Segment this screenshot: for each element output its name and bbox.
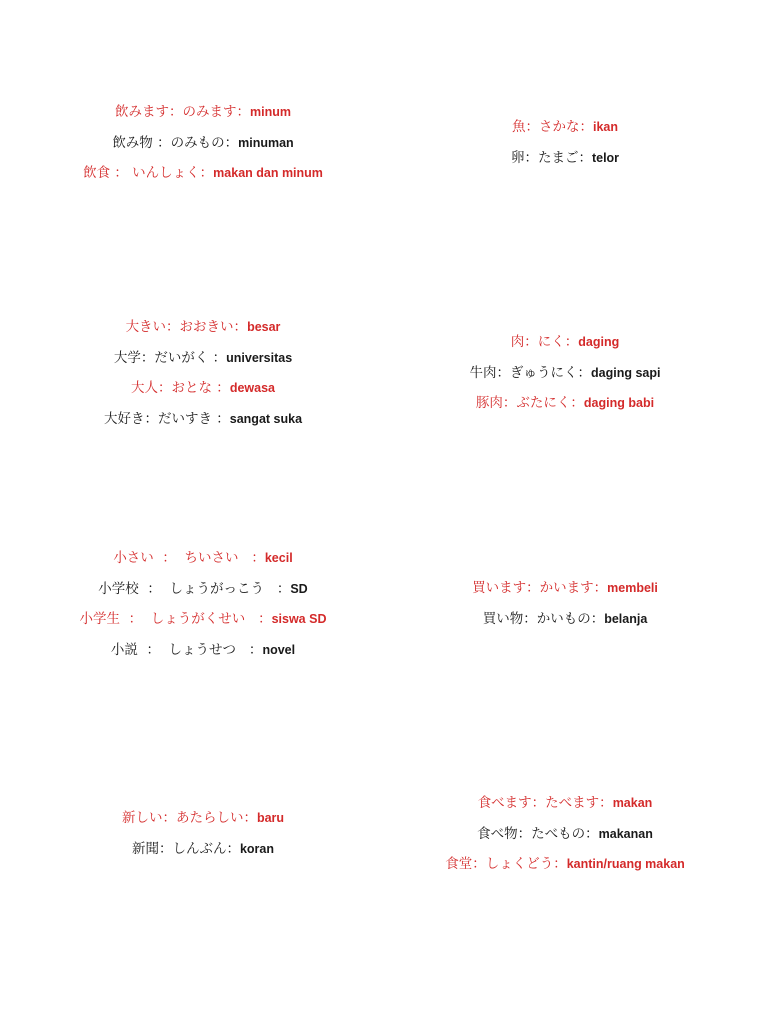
vocab-word-reading: 小学校 ： しょうがっこう ： bbox=[98, 580, 291, 597]
vocab-word-reading: 小学生 ： しょうがくせい ： bbox=[79, 611, 272, 627]
vocab-word-reading: 食堂：しょくどう： bbox=[445, 856, 567, 872]
vocab-word-reading: 飲食 ： いんしょく： bbox=[83, 165, 214, 181]
vocab-word-reading: 小説 ： しょうせつ ： bbox=[110, 641, 263, 658]
vocab-word-reading: 買います：かいます： bbox=[472, 580, 608, 596]
vocab-word-reading: 食べます：たべます： bbox=[477, 795, 613, 811]
vocab-line bbox=[400, 573, 730, 604]
vocab-meaning: makan bbox=[612, 796, 653, 810]
vocab-meaning: makanan bbox=[598, 826, 653, 841]
vocab-card-sakana bbox=[400, 112, 730, 173]
vocab-line bbox=[400, 788, 730, 819]
vocab-line bbox=[38, 312, 368, 343]
vocab-word-reading: 新しい：あたらしい： bbox=[121, 810, 257, 826]
vocab-meaning: daging bbox=[578, 335, 620, 349]
vocab-meaning: ikan bbox=[592, 120, 618, 134]
vocab-line bbox=[38, 158, 368, 189]
vocab-line bbox=[400, 604, 730, 635]
vocab-meaning: siswa SD bbox=[271, 612, 327, 626]
vocab-meaning: besar bbox=[247, 320, 281, 334]
vocab-line bbox=[38, 343, 368, 374]
vocab-line bbox=[400, 819, 730, 850]
vocab-card-taberu bbox=[400, 788, 730, 880]
vocab-line bbox=[38, 834, 368, 865]
vocab-word-reading: 肉：にく： bbox=[510, 334, 579, 350]
vocab-meaning: daging sapi bbox=[591, 365, 661, 380]
vocab-word-reading: 牛肉：ぎゅうにく： bbox=[469, 364, 592, 381]
vocab-line bbox=[38, 635, 368, 666]
vocab-line bbox=[38, 574, 368, 605]
vocab-meaning: koran bbox=[239, 841, 275, 856]
vocab-meaning: minuman bbox=[238, 135, 294, 150]
vocab-meaning: novel bbox=[262, 642, 296, 657]
vocab-word-reading: 飲みます：のみます： bbox=[115, 104, 250, 120]
vocab-line bbox=[400, 849, 730, 880]
vocab-card-kau bbox=[400, 573, 730, 634]
vocab-line bbox=[400, 358, 730, 389]
vocab-line bbox=[400, 112, 730, 143]
vocab-line bbox=[38, 373, 368, 404]
vocab-meaning: dewasa bbox=[229, 381, 275, 395]
vocab-word-reading: 大好き：だいすき ： bbox=[103, 410, 230, 427]
vocab-meaning: baru bbox=[256, 811, 285, 825]
vocab-line bbox=[38, 404, 368, 435]
vocab-word-reading: 豚肉：ぶたにく： bbox=[475, 395, 584, 411]
vocab-meaning: membeli bbox=[607, 581, 658, 595]
vocab-meaning: kantin/ruang makan bbox=[566, 857, 685, 871]
vocab-word-reading: 飲み物 ：のみもの： bbox=[112, 134, 239, 151]
vocab-word-reading: 大人：おとな ： bbox=[131, 380, 230, 396]
vocab-meaning: belanja bbox=[604, 611, 648, 626]
vocab-word-reading: 新聞：しんぶん： bbox=[131, 840, 240, 857]
vocab-word-reading: 大きい：おおきい： bbox=[125, 319, 248, 335]
vocab-word-reading: 卵：たまご： bbox=[510, 149, 592, 166]
vocab-line bbox=[400, 388, 730, 419]
vocab-meaning: SD bbox=[290, 581, 308, 596]
vocab-line bbox=[400, 327, 730, 358]
vocab-meaning: telor bbox=[591, 150, 620, 165]
vocab-line bbox=[38, 803, 368, 834]
vocab-meaning: universitas bbox=[226, 350, 293, 365]
vocab-card-atarashii bbox=[38, 803, 368, 864]
vocab-card-nomu bbox=[38, 97, 368, 189]
vocab-line bbox=[38, 543, 368, 574]
vocab-meaning: makan dan minum bbox=[213, 166, 323, 180]
vocab-line bbox=[38, 128, 368, 159]
vocab-meaning: minum bbox=[250, 105, 291, 119]
vocab-meaning: sangat suka bbox=[229, 411, 303, 426]
vocab-meaning: kecil bbox=[264, 551, 293, 565]
vocab-card-ookii bbox=[38, 312, 368, 434]
vocab-meaning: daging babi bbox=[583, 396, 655, 410]
vocab-word-reading: 食べ物：たべもの： bbox=[477, 825, 599, 842]
vocab-card-chiisai bbox=[38, 543, 368, 665]
vocab-word-reading: 魚：さかな： bbox=[511, 119, 593, 135]
vocab-card-niku bbox=[400, 327, 730, 419]
vocab-line bbox=[38, 604, 368, 635]
vocab-word-reading: 小さい ： ちいさい ： bbox=[113, 550, 265, 566]
vocab-word-reading: 買い物：かいもの： bbox=[482, 610, 605, 627]
vocab-word-reading: 大学：だいがく ： bbox=[113, 349, 227, 366]
vocab-line bbox=[38, 97, 368, 128]
vocab-line bbox=[400, 143, 730, 174]
